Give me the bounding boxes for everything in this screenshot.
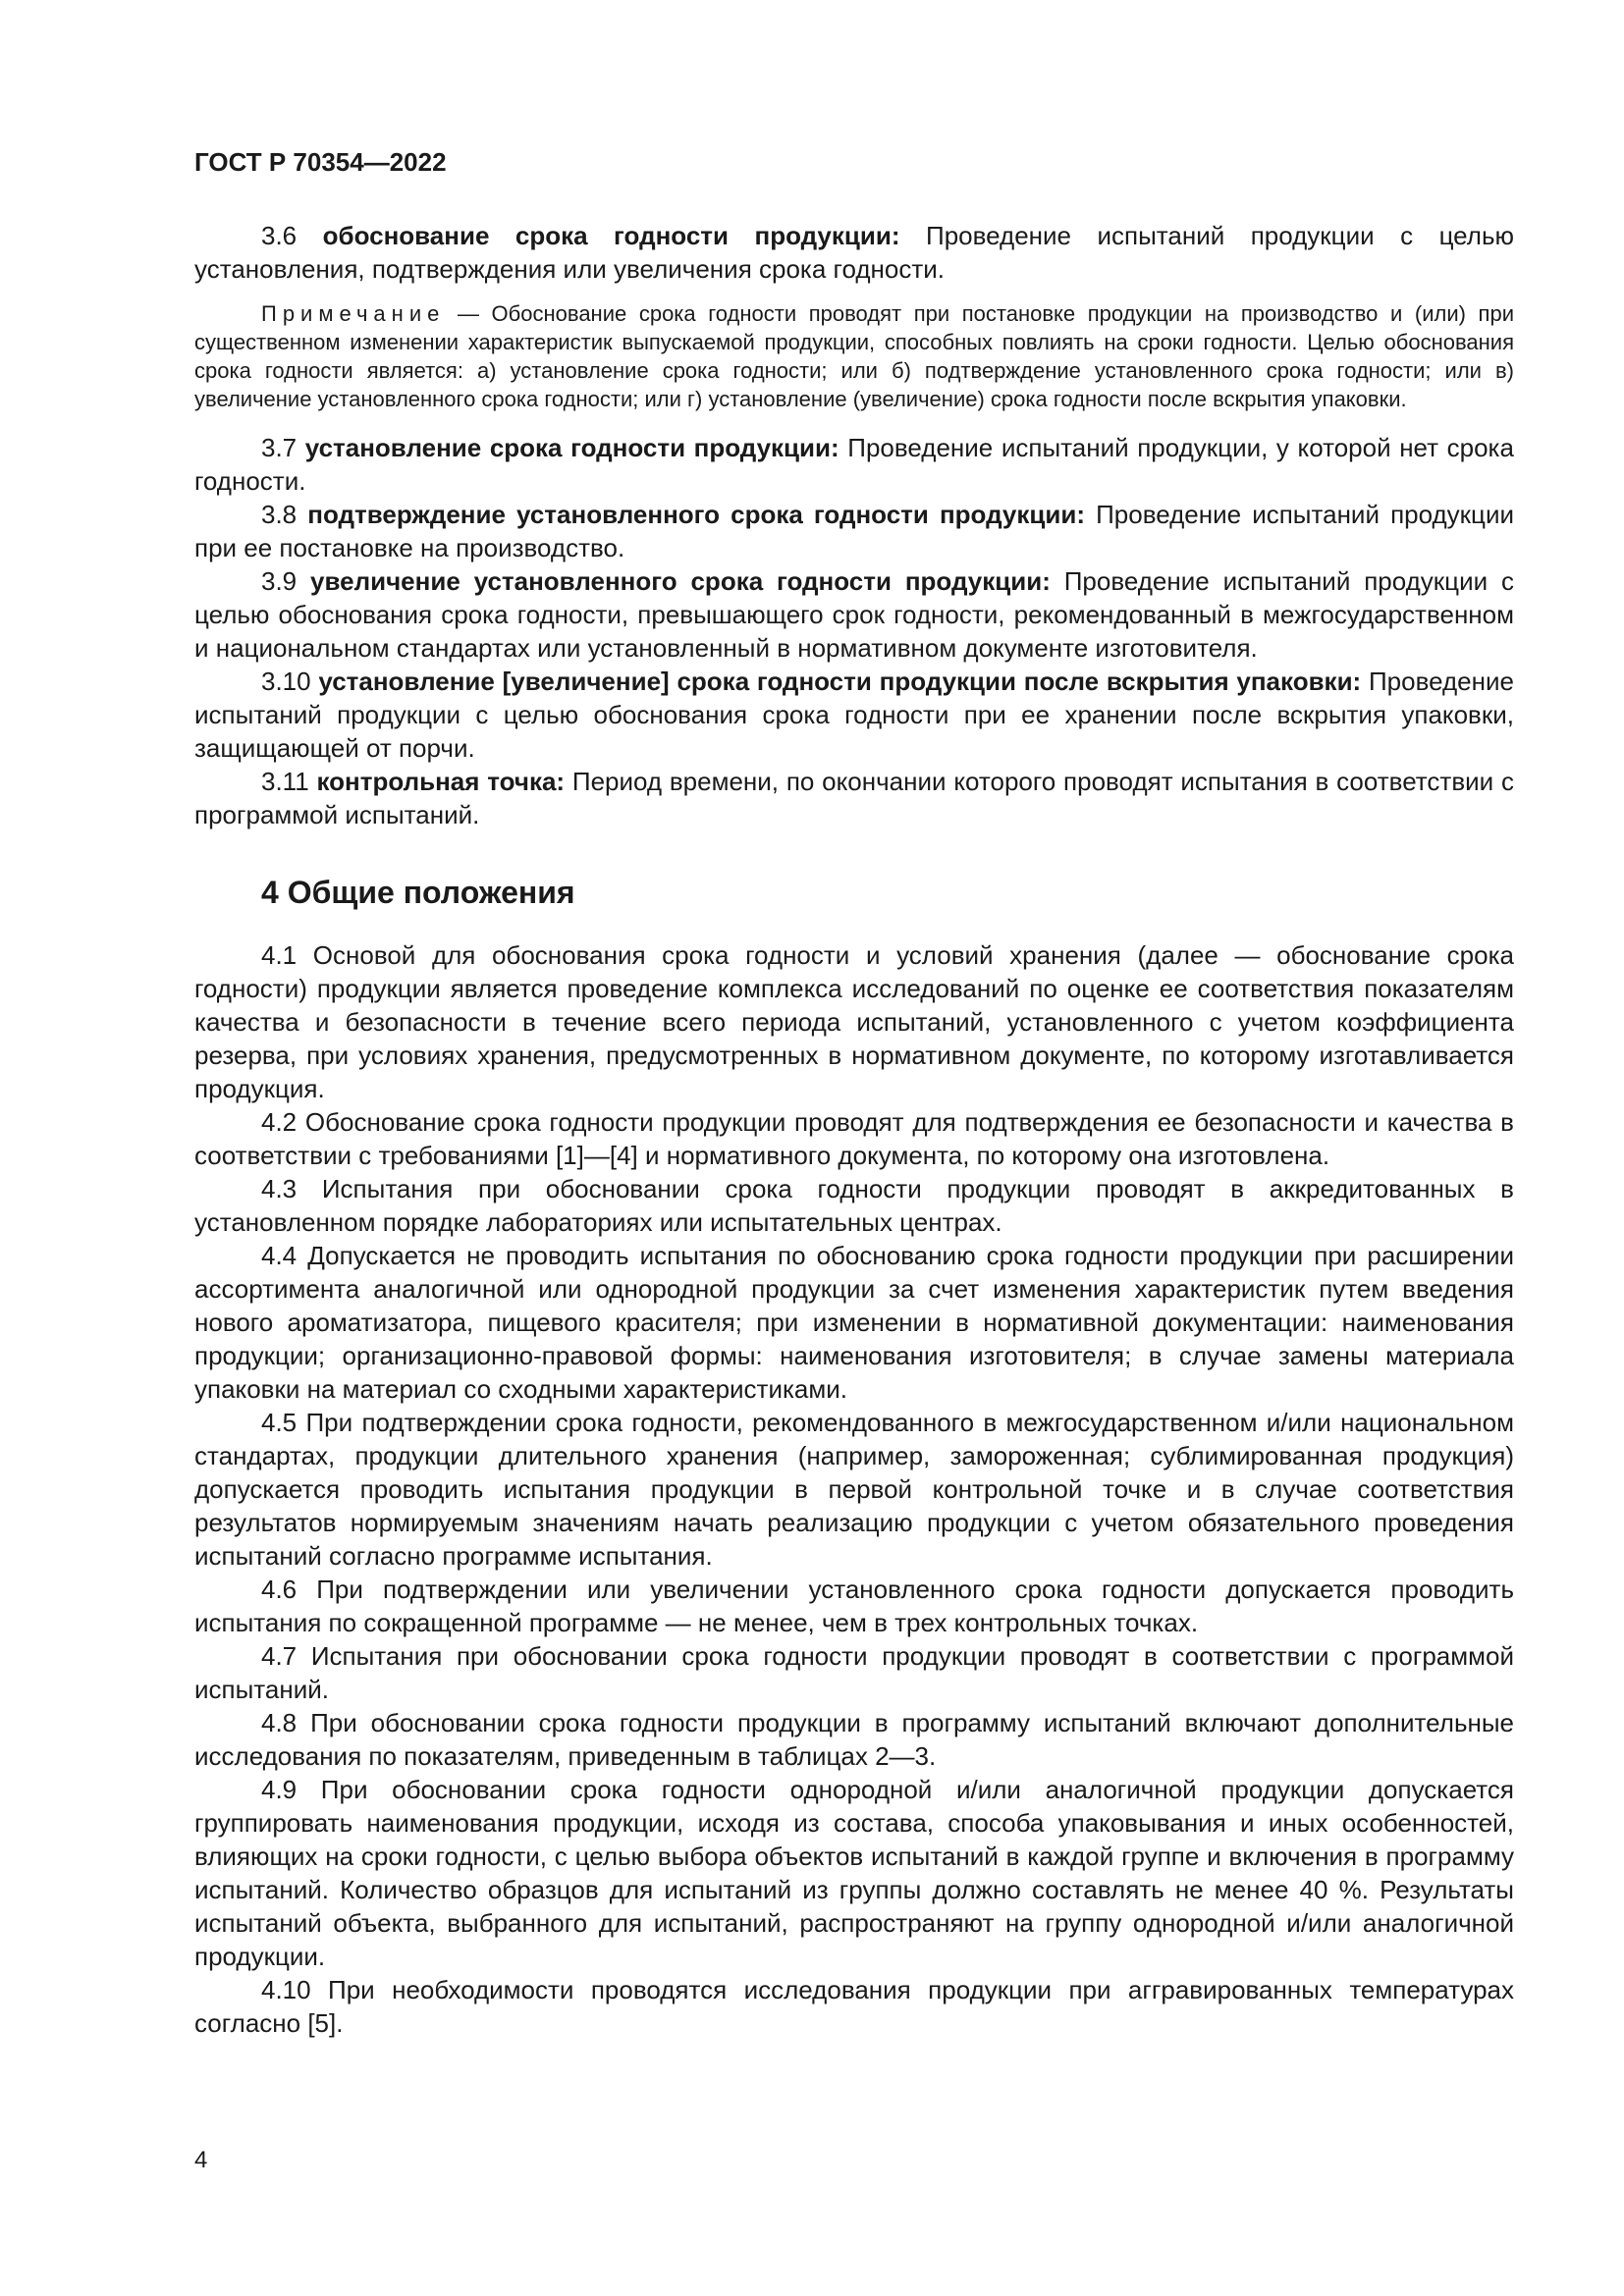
clause-number: 4.6 bbox=[261, 1575, 298, 1604]
note-text: Обоснование срока годности проводят при постановке продукции на производство и (или) при существенном изменении характеристик выпускаемой продукции, способных повлиять на сроки годности. Целью обоснования срока годности является: а) установление срока годности; или б) подтверждение установленного срока годности; или в) увеличение установленного срока годности; или г) установление (увеличение) срока годности после вскрытия упаковки. bbox=[194, 301, 1514, 411]
clause-text: Период времени, по окончании которого проводят испытания в соответствии с программой испытаний. bbox=[194, 767, 1514, 829]
clause-3-10 bbox=[194, 665, 1514, 765]
clause-number: 4.9 bbox=[261, 1775, 298, 1804]
clause-text: При обосновании срока годности продукции в программу испытаний включают дополнительные исследования по показателям, приведенным в таблицах 2—3. bbox=[194, 1708, 1514, 1771]
clause-term: увеличение установленного срока годности продукции: bbox=[310, 566, 1051, 596]
clause-text: При подтверждении или увеличении установленного срока годности допускается проводить испытания по сокращенной программе — не менее, чем в трех контрольных точках. bbox=[194, 1575, 1514, 1637]
note-paragraph bbox=[194, 299, 1514, 413]
clause-3-7 bbox=[194, 431, 1514, 498]
clause-number: 4.8 bbox=[261, 1708, 298, 1737]
clause-text: Проведение испытаний продукции с целью обоснования срока годности, превышающего срок годности, рекомендованный в межгосударственном и национальном стандартах или установленный в нормативном документе изготовителя. bbox=[194, 566, 1514, 663]
clause-text: Проведение испытаний продукции при ее постановке на производство. bbox=[194, 500, 1514, 562]
clause-4-6 bbox=[194, 1573, 1514, 1639]
clause-text: Проведение испытаний продукции, у которой нет срока годности. bbox=[194, 433, 1514, 496]
clause-4-5 bbox=[194, 1406, 1514, 1573]
clause-4-8 bbox=[194, 1706, 1514, 1773]
clause-number: 3.9 bbox=[261, 566, 298, 596]
clause-3-9 bbox=[194, 564, 1514, 665]
clause-4-2 bbox=[194, 1105, 1514, 1172]
clause-term: установление [увеличение] срока годности продукции после вскрытия упаковки: bbox=[318, 667, 1362, 696]
note-dash: — bbox=[445, 301, 492, 326]
clause-term: контрольная точка: bbox=[316, 767, 566, 796]
clause-text: Проведение испытаний продукции с целью установления, подтверждения или увеличения срока годности. bbox=[194, 221, 1514, 284]
clause-number: 4.5 bbox=[261, 1408, 298, 1437]
clause-4-3 bbox=[194, 1172, 1514, 1239]
document-header: ГОСТ Р 70354—2022 bbox=[194, 147, 447, 177]
note-label: Примечание bbox=[261, 301, 446, 326]
document-page bbox=[194, 147, 1514, 2040]
clause-text: Испытания при обосновании срока годности продукции проводят в аккредитованных в установленном порядке лабораториях или испытательных центрах. bbox=[194, 1174, 1514, 1237]
clause-number: 4.2 bbox=[261, 1107, 298, 1137]
clause-number: 3.10 bbox=[261, 667, 311, 696]
clause-3-11 bbox=[194, 765, 1514, 831]
clause-4-1 bbox=[194, 938, 1514, 1105]
clause-number: 4.1 bbox=[261, 940, 298, 970]
clause-4-7 bbox=[194, 1639, 1514, 1706]
clause-text: При подтверждении срока годности, рекомендованного в межгосударственном и/или национальном стандартах, продукции длительного хранения (например, замороженная; сублимированная продукция) допускается проводить испытания продукции в первой контрольной точке и в случае соответствия результатов нормируемым значениям начать реализацию продукции с учетом обязательного проведения испытаний согласно программе испытания. bbox=[194, 1408, 1514, 1571]
clause-text: Обоснование срока годности продукции проводят для подтверждения ее безопасности и качества в соответствии с требованиями [1]—[4] и нормативного документа, по которому она изготовлена. bbox=[194, 1107, 1514, 1170]
clause-number: 4.10 bbox=[261, 1975, 311, 2004]
clause-4-4 bbox=[194, 1239, 1514, 1406]
clause-text: Испытания при обосновании срока годности продукции проводят в соответствии с программой испытаний. bbox=[194, 1641, 1514, 1704]
clause-text: Проведение испытаний продукции с целью обоснования срока годности при ее хранении после вскрытия упаковки, защищающей от порчи. bbox=[194, 667, 1514, 763]
clause-4-10 bbox=[194, 1973, 1514, 2040]
section-4-title: 4 Общие положения bbox=[261, 875, 575, 910]
clause-3-6 bbox=[194, 219, 1514, 286]
clause-number: 4.4 bbox=[261, 1241, 298, 1270]
clause-number: 3.7 bbox=[261, 433, 298, 462]
clause-text: При обосновании срока годности однородной и/или аналогичной продукции допускается группировать наименования продукции, исходя из состава, способа упаковывания и иных особенностей, влияющих на сроки годности, с целью выбора объектов испытаний в каждой группе и включения в программу испытаний. Количество образцов для испытаний из группы должно составлять не менее 40 %. Результаты испытаний объекта, выбранного для испытаний, распространяют на группу однородной и/или аналогичной продукции. bbox=[194, 1775, 1514, 1971]
clause-number: 4.3 bbox=[261, 1174, 298, 1203]
clause-number: 3.11 bbox=[261, 767, 309, 796]
clause-number: 3.6 bbox=[261, 221, 298, 250]
clause-text: Основой для обоснования срока годности и условий хранения (далее — обоснование срока годности) продукции является проведение комплекса исследований по оценке ее соответствия показателям качества и безопасности в течение всего периода испытаний, установленного с учетом коэффициента резерва, при условиях хранения, предусмотренных в нормативном документе, по которому изготавливается продукция. bbox=[194, 940, 1514, 1103]
clause-text: При необходимости проводятся исследования продукции при аггравированных температурах согласно [5]. bbox=[194, 1975, 1514, 2038]
clause-3-8 bbox=[194, 498, 1514, 564]
clause-term: установление срока годности продукции: bbox=[304, 433, 839, 462]
page-number: 4 bbox=[194, 2147, 208, 2173]
clause-number: 4.7 bbox=[261, 1641, 298, 1671]
clause-number: 3.8 bbox=[261, 500, 298, 529]
clause-text: Допускается не проводить испытания по обоснованию срока годности продукции при расширении ассортимента аналогичной или однородной продукции за счет изменения характеристик путем введения нового ароматизатора, пищевого красителя; при изменении в нормативной документации: наименования продукции; организационно-правовой формы: наименования изготовителя; в случае замены материала упаковки на материал со сходными характеристиками. bbox=[194, 1241, 1514, 1404]
clause-term: обоснование срока годности продукции: bbox=[322, 221, 900, 250]
clause-4-9 bbox=[194, 1773, 1514, 1973]
clause-term: подтверждение установленного срока годности продукции: bbox=[307, 500, 1085, 529]
